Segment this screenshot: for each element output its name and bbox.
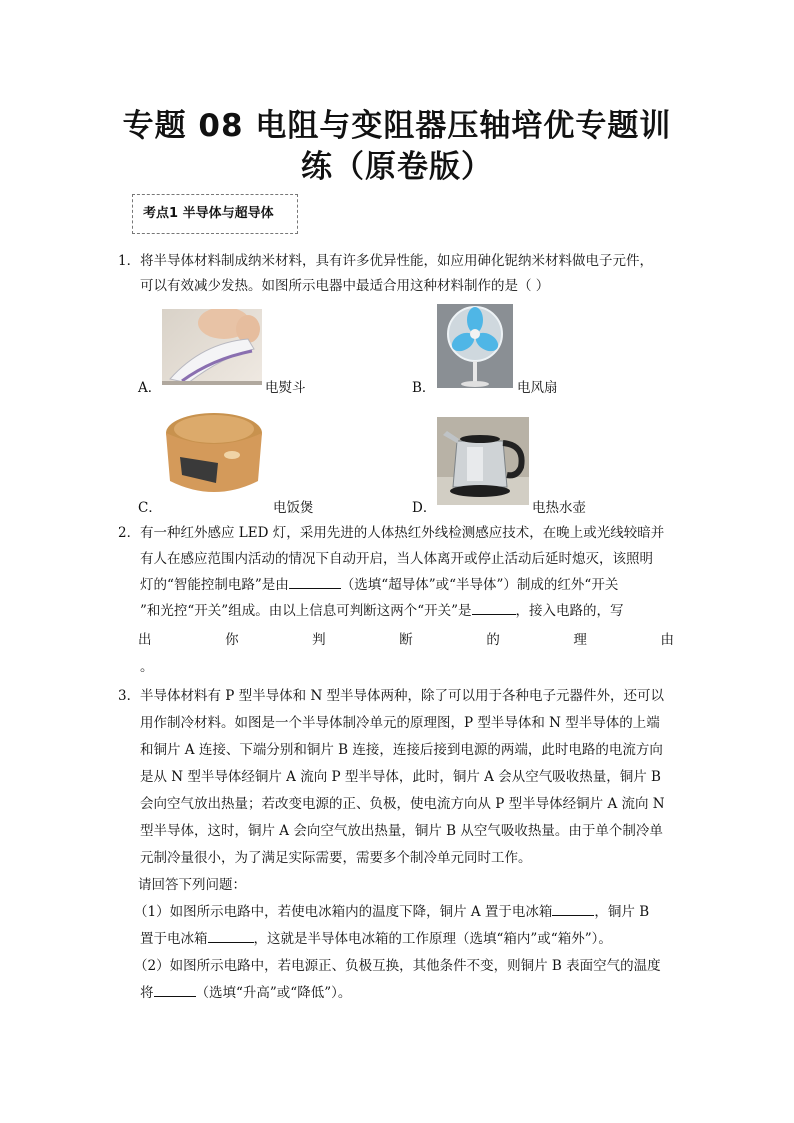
q3-line: 请回答下列问题： <box>138 877 246 893</box>
q3-number: 3． <box>118 688 141 704</box>
q1-option-d-letter[interactable]: D． <box>412 500 437 516</box>
fan-image <box>437 304 513 388</box>
q3-line: 元制冷量很小，为了满足实际需要，需要多个制冷单元同时工作。 <box>140 850 532 866</box>
q3-line: 用作制冷材料。如图是一个半导体制冷单元的原理图，P 型半导体和 N 型半导体的上端 <box>140 715 660 731</box>
rice-cooker-image <box>162 403 266 503</box>
q2-line3-end: （选填“超导体”或“半导体”）制成的红外“开关 <box>340 577 619 593</box>
q1-option-a-label[interactable]: 电熨斗 <box>265 380 306 396</box>
q2-line4-end: ，接入电路的，写 <box>515 603 624 619</box>
q1-line1: 将半导体材料制成纳米材料，具有许多优异性能，如应用砷化铌纳米材料做电子元件， <box>140 253 653 269</box>
q2-line5-char: 理 <box>573 632 587 648</box>
page-title-line1: 专题 08 电阻与变阻器压轴培优专题训 <box>122 108 672 144</box>
q2-blank2-input[interactable] <box>472 599 516 615</box>
q1-option-c-letter[interactable]: C． <box>138 500 162 516</box>
q3-line: 型半导体，这时，铜片 A 会向空气放出热量，铜片 B 从空气吸收热量。由于单个制冷单 <box>140 823 663 839</box>
q3-sub2-end: （选填“升高”或“降低”）。 <box>195 985 352 1001</box>
kettle-image <box>437 417 529 505</box>
q3-sub1-end: ，这就是半导体电冰箱的工作原理（选填“箱内”或“箱外”）。 <box>253 931 612 947</box>
q2-line3-start: 灯的“智能控制电路”是由 <box>140 577 289 593</box>
q2-line5-char: 的 <box>486 632 500 648</box>
q3-line: 半导体材料有 P 型半导体和 N 型半导体两种，除了可以用于各种电子元器件外，还可以 <box>140 688 665 704</box>
iron-image <box>162 309 262 385</box>
q2-line4-start: ”和光控“开关”组成。由以上信息可判断这两个“开关”是 <box>140 603 472 619</box>
q1-option-b-letter[interactable]: B． <box>412 380 436 396</box>
q2-line4 <box>140 598 624 624</box>
q2-line5-char: 断 <box>399 632 413 648</box>
q2-line5-char: 由 <box>660 632 674 648</box>
page-title-line2: 练（原卷版） <box>301 149 493 185</box>
q2-line5-char: 你 <box>225 632 239 648</box>
q2-blank1-input[interactable] <box>289 573 341 589</box>
q3-blank3-input[interactable] <box>154 981 196 997</box>
q2-line3 <box>140 572 618 598</box>
q2-number: 2． <box>118 525 141 541</box>
q2-line1: 有一种红外感应 LED 灯，采用先进的人体热红外线检测感应技术，在晚上或光线较暗并 <box>140 525 665 541</box>
section-label: 考点1 半导体与超导体 <box>132 194 298 234</box>
q1-option-c-label[interactable]: 电饭煲 <box>273 500 314 516</box>
q3-blank1-input[interactable] <box>552 900 594 916</box>
q3-sub2-line2 <box>140 980 351 1006</box>
q2-line5-char: 出 <box>138 632 152 648</box>
q3-sub2-start: 将 <box>140 985 154 1001</box>
q3-sub1-line2 <box>140 926 612 952</box>
q2-line5-char: 判 <box>312 632 326 648</box>
q1-number: 1． <box>118 253 141 269</box>
q3-blank2-input[interactable] <box>208 927 254 943</box>
q3-sub1-start: （1）如图所示电路中，若使电冰箱内的温度下降，铜片 A 置于电冰箱 <box>134 904 553 920</box>
q3-sub1-line1 <box>134 899 649 925</box>
q2-line2: 有人在感应范围内活动的情况下自动开启，当人体离开或停止活动后延时熄灭，该照明 <box>140 551 653 567</box>
q3-sub2-line1: （2）如图所示电路中，若电源正、负极互换，其他条件不变，则铜片 B 表面空气的温度 <box>134 958 661 974</box>
q1-option-a-letter[interactable]: A． <box>138 380 162 396</box>
q3-line: 会向空气放出热量；若改变电源的正、负极，使电流方向从 P 型半导体经铜片 A 流向 N <box>140 796 665 812</box>
q3-sub1-cont: 置于电冰箱 <box>140 931 208 947</box>
q1-option-d-label[interactable]: 电热水壶 <box>532 500 586 516</box>
q3-line: 和铜片 A 连接、下端分别和铜片 B 连接，连接后接到电源的两端，此时电路的电流方向 <box>140 742 663 758</box>
q3-line: 是从 N 型半导体经铜片 A 流向 P 型半导体，此时，铜片 A 会从空气吸收热量，铜片 B <box>140 769 661 785</box>
q2-line6: 。 <box>140 659 154 675</box>
q2-line5[interactable] <box>138 627 674 653</box>
q1-option-b-label[interactable]: 电风扇 <box>517 380 558 396</box>
q1-line2: 可以有效减少发热。如图所示电器中最适合用这种材料制作的是（ ） <box>140 278 550 294</box>
q3-sub1-mid: ，铜片 B <box>594 904 650 920</box>
